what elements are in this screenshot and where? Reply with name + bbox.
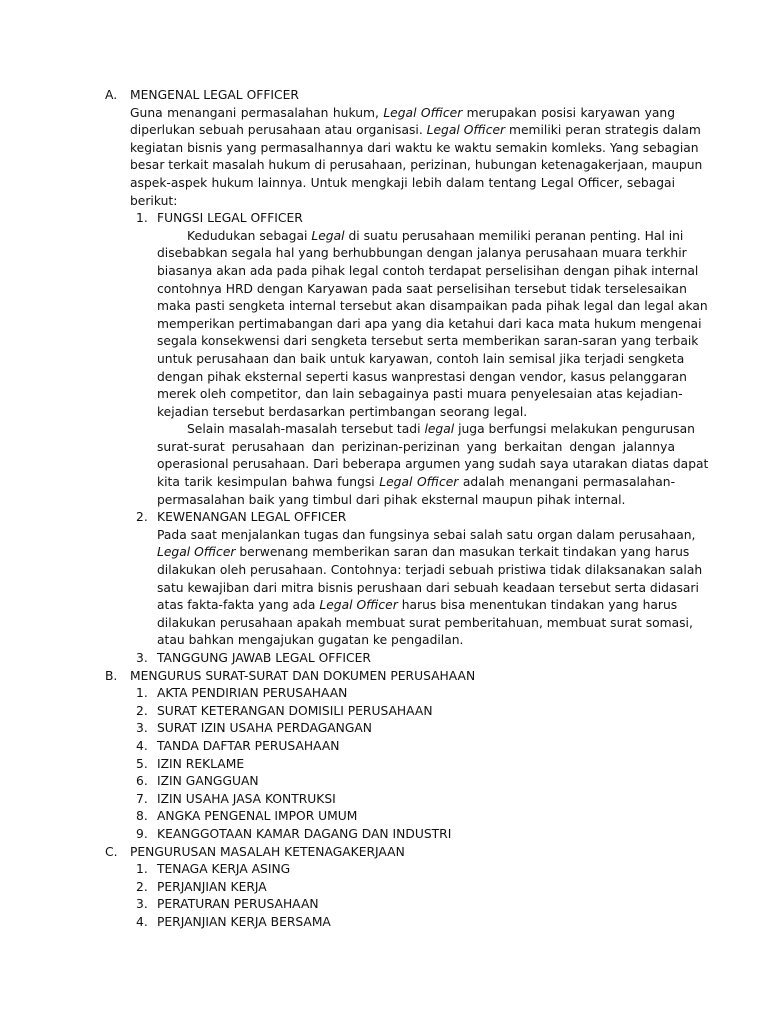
kewenangan-paragraph: [105, 527, 703, 650]
paragraph-line: contohnya HRD dengan Karyawan pada saat perselisihan tersebut tidak terselesaikan: [157, 281, 687, 296]
paragraph-line: untuk perusahaan dan baik untuk karyawan, contoh lain semisal jika terjadi sengketa: [157, 351, 685, 366]
list-item: 9. KEANGGOTAAN KAMAR DAGANG DAN INDUSTRI: [136, 826, 452, 841]
paragraph-line: segala konsekwensi dari sengketa tersebut serta memberikan saran-saran yang terbaik: [157, 334, 699, 349]
list-item: 2. SURAT KETERANGAN DOMISILI PERUSAHAAN: [136, 703, 433, 718]
list-item: 8. ANGKA PENGENAL IMPOR UMUM: [136, 809, 358, 824]
paragraph-line: atas fakta-fakta yang ada Legal Officer harus bisa menentukan tindakan yang harus: [157, 598, 678, 613]
subsection-heading: [105, 509, 675, 527]
paragraph-line: besar terkait masalah hukum di perusahaan, perizinan, hubungan ketenagakerjaan, maupun: [130, 158, 703, 173]
list-item: 5. IZIN REKLAME: [136, 756, 245, 771]
paragraph-line: surat-surat perusahaan dan perizinan-perizinan yang berkaitan dengan jalannya: [157, 439, 675, 454]
paragraph-line: Legal Officer berwenang memberikan saran dan masukan terkait tindakan yang harus: [157, 545, 690, 560]
paragraph-line: Kedudukan sebagai Legal di suatu perusahaan memiliki peranan penting. Hal ini: [187, 228, 684, 243]
paragraph-line: diperlukan sebuah perusahaan atau organisasi. Legal Officer memiliki peran strategis dalam: [130, 123, 701, 138]
paragraph-line: memperikan pertimabangan dari apa yang dia ketahui dari kaca mata hukum mengenai: [157, 316, 702, 331]
subsection-heading: [105, 650, 675, 668]
list-item: 4. TANDA DAFTAR PERUSAHAAN: [136, 738, 340, 753]
fungsi-paragraph-1: [105, 228, 708, 422]
subsection-number: 3.: [136, 651, 148, 665]
paragraph-line: atau bahkan mengajukan gugatan ke pengadilan.: [157, 633, 464, 648]
paragraph-line: operasional perusahaan. Dari beberapa argumen yang sudah saya utarakan diatas dapat: [157, 457, 709, 472]
paragraph-line: kita tarik kesimpulan bahwa fungsi Legal Officer adalah menangani permasalahan-: [157, 475, 676, 490]
list-item: 3. SURAT IZIN USAHA PERDAGANGAN: [136, 721, 372, 736]
section-heading-c: [105, 844, 675, 862]
paragraph-line: dilakukan oleh perusahaan. Contohnya: terjadi sebuah pristiwa tidak dilaksanakan salah: [157, 563, 703, 578]
section-number: B.: [105, 668, 118, 683]
paragraph-line: biasanya akan ada pada pihak legal contoh terdapat perselisihan dengan pihak internal: [157, 263, 699, 278]
paragraph-line: kegiatan bisnis yang permasalhannya dari waktu ke waktu semakin komleks. Yang sebagian: [130, 140, 699, 155]
paragraph-line: Selain masalah-masalah tersebut tadi legal juga berfungsi melakukan pengurusan: [187, 422, 695, 437]
paragraph-line: Pada saat menjalankan tugas dan fungsinya sebai salah satu organ dalam perusahaan,: [157, 527, 696, 542]
section-heading-b: [105, 668, 675, 686]
paragraph-line: maka pasti sengketa internal tersebut akan disampaikan pada pihak legal dan legal akan: [157, 299, 708, 314]
subsection-number: 1.: [136, 211, 148, 226]
subsection-title: TANGGUNG JAWAB LEGAL OFFICER: [157, 651, 371, 665]
paragraph-line: permasalahan baik yang timbul dari pihak eksternal maupun pihak internal.: [157, 492, 626, 507]
list-item: 2. PERJANJIAN KERJA: [136, 879, 267, 894]
paragraph-line: satu kewajiban dari mitra bisnis perushaan dari sebuah keadaan tersebut serta didasari: [157, 580, 699, 595]
list-item: 7. IZIN USAHA JASA KONTRUKSI: [136, 791, 336, 806]
fungsi-paragraph-2: [105, 421, 709, 509]
paragraph-line: berikut:: [130, 193, 178, 208]
list-item: 4. PERJANJIAN KERJA BERSAMA: [136, 914, 331, 929]
list-item: 3. PERATURAN PERUSAHAAN: [136, 897, 319, 912]
section-heading-a: [105, 87, 675, 105]
section-number: A.: [105, 88, 118, 102]
section-a-intro: [105, 105, 703, 211]
section-title: MENGENAL LEGAL OFFICER: [130, 88, 299, 102]
subsection-heading: [105, 210, 675, 228]
section-title: MENGURUS SURAT-SURAT DAN DOKUMEN PERUSAHAAN: [130, 668, 476, 683]
list-item: 1. AKTA PENDIRIAN PERUSAHAAN: [136, 686, 348, 701]
paragraph-line: aspek-aspek hukum lainnya. Untuk mengkaji lebih dalam tentang Legal Officer, sebagai: [130, 175, 675, 190]
subsection-number: 2.: [136, 510, 148, 525]
paragraph-line: merek oleh competitor, dan lain sebagainya pasti muara penyelesaian atas kejadian-: [157, 387, 683, 402]
subsection-title: KEWENANGAN LEGAL OFFICER: [157, 510, 347, 525]
paragraph-line: Guna menangani permasalahan hukum, Legal Officer merupakan posisi karyawan yang: [130, 105, 676, 120]
paragraph-line: kejadian tersebut berdasarkan pertimbangan seorang legal.: [157, 404, 528, 419]
paragraph-line: disebabkan segala hal yang berhubbungan dengan jalanya perusahaan muara terkhir: [157, 246, 687, 261]
subsection-title: FUNGSI LEGAL OFFICER: [157, 211, 303, 226]
paragraph-line: dilakukan perusahaan apakah membuat surat pemberitahuan, membuat surat somasi,: [157, 615, 693, 630]
document-body: [105, 87, 709, 932]
section-number: C.: [105, 844, 118, 859]
list-item: 1. TENAGA KERJA ASING: [136, 862, 291, 877]
section-title: PENGURUSAN MASALAH KETENAGAKERJAAN: [130, 844, 405, 859]
list-item: 6. IZIN GANGGUAN: [136, 774, 259, 789]
paragraph-line: dengan pihak eksternal seperti kasus wanprestasi dengan vendor, kasus pelanggaran: [157, 369, 687, 384]
